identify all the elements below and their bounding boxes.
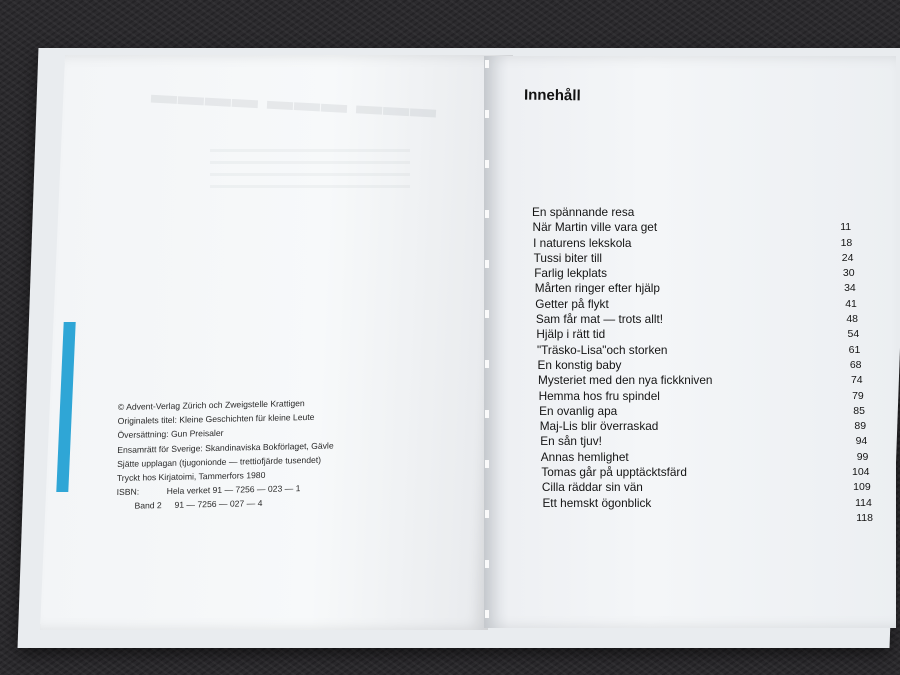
imprint-line: Ensamrätt för Sverige: Skandinaviska Bokförlaget, Gävle: [117, 440, 334, 455]
toc-entry-page: 11: [840, 221, 852, 234]
toc-entry: [540, 434, 867, 449]
isbn-value: Hela verket 91 — 7256 — 023 — 1: [166, 483, 301, 497]
toc-entry: [542, 496, 871, 511]
toc-entry-title: Tomas går på upptäcktsfärd: [541, 465, 687, 480]
toc-entry-page: 41: [845, 297, 857, 310]
toc-entry-title: När Martin ville vara get: [532, 220, 658, 235]
toc-entry-page: 54: [847, 328, 860, 341]
toc-entry: [538, 358, 862, 373]
toc-entry-title: Mårten ringer efter hjälp: [534, 281, 660, 296]
isbn-label: Band 2: [134, 500, 162, 512]
toc-entry-title: Mysteriet med den nya fickkniven: [538, 373, 713, 388]
toc-entry-title: En sån tjuv!: [540, 434, 602, 449]
toc-entry-page: 74: [850, 374, 863, 387]
imprint-line: Tryckt hos Kirjatoimi, Tammerfors 1980: [116, 469, 266, 484]
toc-entry: [534, 266, 854, 281]
toc-entry: [539, 404, 865, 419]
toc-entry-title: "Träsko-Lisa"och storken: [536, 342, 668, 357]
toc-heading: Innehåll: [523, 86, 581, 105]
toc-entry-page: 109: [853, 481, 871, 494]
toc-entry-title: En ovanlig apa: [539, 403, 618, 418]
isbn-label: ISBN:: [116, 486, 140, 498]
toc-entry: [534, 251, 854, 266]
toc-entry-title: En konstig baby: [537, 357, 622, 372]
imprint-line: Originalets titel: Kleine Geschichten für kleine Leute: [117, 412, 315, 427]
toc-entry: [539, 389, 864, 404]
toc-entry-page: 118: [856, 511, 873, 524]
toc-entry-page: 104: [852, 466, 870, 479]
toc-entry-page: 68: [849, 358, 862, 371]
toc-entry-page: 94: [855, 435, 868, 448]
imprint-line: Sjätte upplagan (tjugonionde — trettiofjärde tusendet): [117, 454, 322, 469]
toc-entry-page: 99: [856, 450, 869, 463]
toc-entry: [542, 480, 871, 495]
toc-entry-title: Hemma hos fru spindel: [538, 388, 660, 403]
table-of-contents: [532, 205, 873, 526]
toc-entry-page: 48: [846, 313, 859, 326]
toc-entry-title: Hjälp i rätt tid: [536, 327, 606, 342]
toc-entry: [537, 343, 860, 358]
toc-entry-page: 89: [854, 420, 867, 433]
toc-entry: [541, 465, 869, 480]
toc-entry-page: 24: [841, 251, 854, 264]
toc-entry: [533, 236, 852, 251]
toc-entry-page: 61: [848, 343, 861, 356]
toc-entry: [536, 327, 859, 342]
toc-entry: [540, 419, 866, 434]
toc-entry: [541, 450, 869, 465]
toc-entry-title: Sam får mat — trots allt!: [535, 312, 664, 327]
spine-stitching: [485, 60, 489, 625]
toc-entry-page: 34: [844, 282, 856, 295]
toc-entry-page: 114: [855, 496, 872, 509]
toc-entry: [533, 220, 852, 235]
toc-entry: [543, 511, 873, 526]
toc-entry-title: Annas hemlighet: [540, 449, 629, 464]
toc-entry: [536, 312, 858, 327]
toc-entry-title: I naturens lekskola: [533, 235, 632, 250]
toc-entry-page: 18: [840, 236, 853, 249]
toc-entry-title: Tussi biter till: [533, 250, 603, 265]
toc-entry: [535, 297, 857, 312]
toc-entry: [538, 373, 863, 388]
toc-entry-page: 85: [853, 404, 865, 417]
toc-entry-title: Cilla räddar sin vän: [541, 480, 643, 495]
show-through-title: ▬▬▬ ▬▬▬ ▬▬▬▬: [149, 78, 438, 124]
imprint-block: [116, 394, 418, 514]
toc-entry-title: Getter på flykt: [535, 296, 609, 311]
show-through-lines: [210, 140, 410, 197]
toc-entry-title: En spännande resa: [532, 205, 635, 219]
toc-entry-page: 30: [842, 267, 855, 280]
toc-entry-page: 79: [852, 389, 864, 402]
toc-entry: [532, 205, 850, 220]
toc-entry: [535, 281, 856, 296]
toc-entry-title: Maj-Lis blir överraskad: [539, 419, 659, 434]
isbn-value: 91 — 7256 — 027 — 4: [174, 498, 263, 511]
toc-entry-title: Ett hemskt ögonblick: [542, 495, 652, 510]
toc-entry-title: Farlig lekplats: [534, 266, 607, 281]
imprint-line: Översättning: Gun Preisaler: [117, 428, 224, 441]
imprint-line: © Advent-Verlag Zürich och Zweigstelle Krattigen: [117, 398, 305, 413]
